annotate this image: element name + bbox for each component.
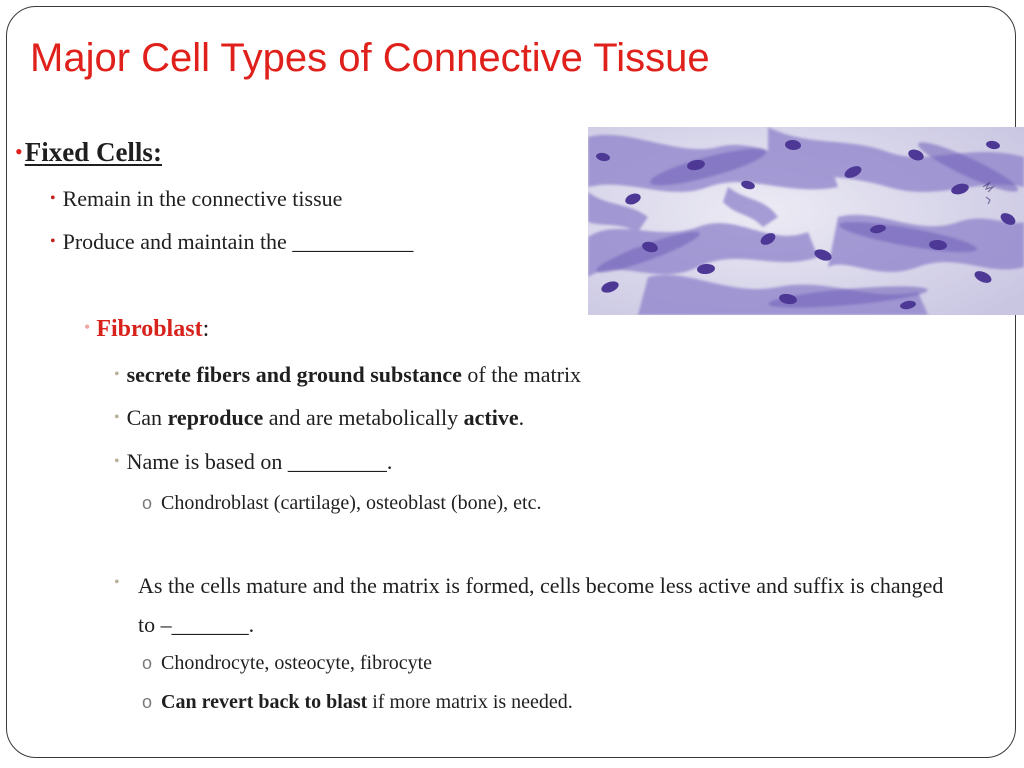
bullet-fibroblast	[84, 316, 209, 343]
circle-bullet-icon: o	[142, 653, 153, 673]
fibroblast-heading: Fibroblast	[96, 316, 203, 342]
bullet-produce	[50, 229, 413, 255]
mature-text-wrap	[138, 566, 954, 644]
bullet-remain	[50, 186, 342, 212]
chondroblast-text: Chondroblast (cartilage), osteoblast (bone), etc.	[161, 492, 542, 514]
slide-title: Major Cell Types of Connective Tissue	[30, 36, 710, 80]
bullet-dot-icon: •	[84, 317, 91, 337]
bullet-dot-icon: •	[114, 453, 120, 470]
fibroblast-colon: :	[202, 316, 210, 342]
bullet-as-cells-mature	[114, 566, 954, 644]
bullet-dot-icon: •	[15, 139, 23, 164]
mature-period: .	[248, 612, 255, 637]
secrete-bold: secrete fibers and ground substance	[126, 362, 462, 387]
name-based-b: .	[386, 449, 393, 474]
circle-bullet-icon: o	[142, 692, 153, 712]
fixed-cells-heading: Fixed Cells:	[24, 137, 162, 167]
produce-text: Produce and maintain the ___________	[62, 229, 414, 254]
bullet-dot-icon: •	[50, 190, 56, 207]
bullet-dot-icon: •	[114, 366, 120, 383]
name-based-a: Name is based on	[126, 449, 288, 474]
bullet-name-based	[114, 449, 392, 475]
active-bold: active	[463, 405, 519, 430]
name-based-blank: _________	[287, 449, 387, 474]
bullet-reproduce	[114, 405, 524, 431]
reproduce-bold: reproduce	[167, 405, 264, 430]
bullet-fixed-cells	[15, 137, 162, 168]
remain-text: Remain in the connective tissue	[62, 186, 343, 211]
reproduce-e: .	[518, 405, 525, 430]
mature-blank: _______	[171, 612, 249, 637]
sub-bullet-revert	[142, 691, 573, 714]
bullet-dot-icon: •	[114, 574, 120, 591]
secrete-rest: of the matrix	[461, 362, 582, 387]
sub-bullet-chondroblast	[142, 492, 541, 515]
micrograph-image	[588, 127, 1024, 315]
revert-bold: Can revert back to blast	[161, 691, 368, 713]
circle-bullet-icon: o	[142, 493, 153, 513]
bullet-dot-icon: •	[114, 409, 120, 426]
chondrocyte-text: Chondrocyte, osteocyte, fibrocyte	[161, 652, 433, 674]
mature-text: As the cells mature and the matrix is formed, cells become less active and suffix is changed to –	[138, 573, 944, 637]
reproduce-c: and are metabolically	[263, 405, 464, 430]
bullet-dot-icon: •	[50, 233, 56, 250]
bullet-secrete	[114, 362, 581, 388]
sub-bullet-chondrocyte	[142, 652, 432, 675]
revert-rest: if more matrix is needed.	[367, 691, 573, 713]
reproduce-a: Can	[126, 405, 168, 430]
